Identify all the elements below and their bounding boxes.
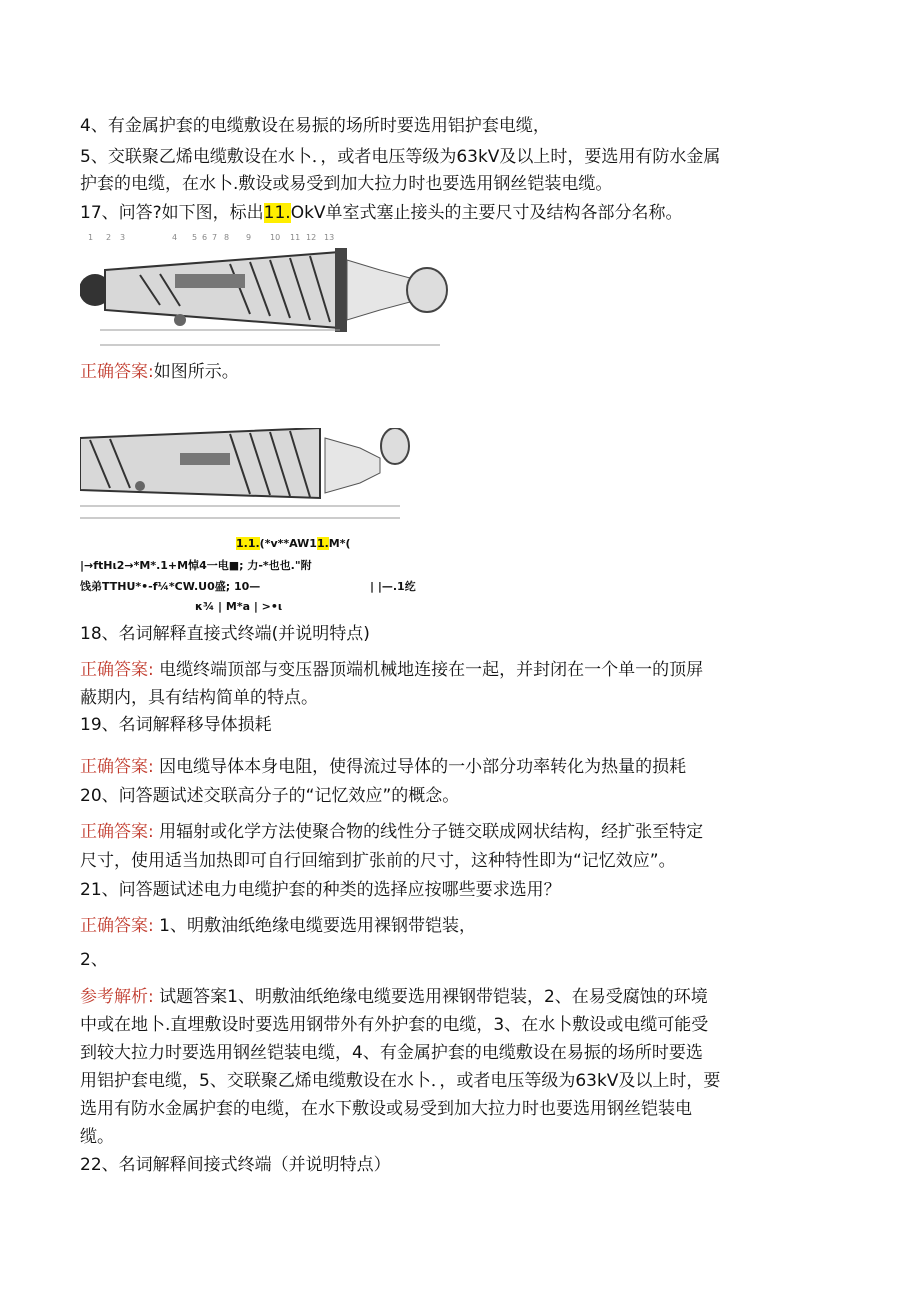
fig-label: 6 xyxy=(202,233,208,242)
figure-caption: |→ftHι2→*M*.1+M悼4一电■; 力-*也也."附 xyxy=(80,559,312,572)
answer-20-cont: 尺寸，使用适当加热即可自行回缩到扩张前的尺寸，这种特性即为“记忆效应”。 xyxy=(80,851,676,871)
fig-label: 2 xyxy=(106,233,112,242)
question-18: 18、名词解释直接式终端(并说明特点) xyxy=(80,624,370,644)
question-22: 22、名词解释间接式终端（并说明特点） xyxy=(80,1155,391,1175)
fig-label: 13 xyxy=(324,233,335,242)
answer-19: 正确答案: 因电缆导体本身电阻，使得流过导体的一小部分功率转化为热量的损耗 xyxy=(80,757,687,777)
question-17: 17、问答?如下图，标出11.OkV单室式塞止接头的主要尺寸及结构各部分名称。 xyxy=(80,203,683,223)
figure-caption: κ¾ | M*a | >•ι xyxy=(195,600,283,613)
answer-21-cont: 2、 xyxy=(80,950,108,970)
question-20: 20、问答题试述交联高分子的“记忆效应”的概念。 xyxy=(80,786,460,806)
figure-caption: | |—.1纥 xyxy=(370,580,416,593)
question-21: 21、问答题试述电力电缆护套的种类的选择应按哪些要求选用？ xyxy=(80,880,561,900)
text-line: 5、交联聚乙烯电缆敷设在水卜．，或者电压等级为63kV及以上时，要选用有防水金属 xyxy=(80,147,721,167)
answer-21: 正确答案: 1、明敷油纸绝缘电缆要选用裸钢带铠装， xyxy=(80,916,476,936)
joint-diagram-1 xyxy=(80,230,460,360)
figure-caption: 1.1.(*v**AW11.M*( xyxy=(236,537,351,550)
question-19: 19、名词解释移导体损耗 xyxy=(80,715,272,735)
fig-label: 10 xyxy=(270,233,281,242)
figure-caption: 饯弟TTHU*•-f¼*CW.U0盛; 10— xyxy=(80,580,261,593)
text-line: 4、有金属护套的电缆敷设在易振的场所时要选用铝护套电缆， xyxy=(80,116,550,136)
joint-diagram-2 xyxy=(80,428,410,523)
reference-line: 缆。 xyxy=(80,1127,114,1147)
reference-line: 选用有防水金属护套的电缆，在水下敷设或易受到加大拉力时也要选用钢丝铠装电 xyxy=(80,1099,692,1119)
reference-line: 中或在地卜.直埋敷设时要选用钢带外有外护套的电缆，3、在水卜敷设或电缆可能受 xyxy=(80,1015,709,1035)
fig-label: 12 xyxy=(306,233,317,242)
reference-line: 到较大拉力时要选用钢丝铠装电缆，4、有金属护套的电缆敷设在易振的场所时要选 xyxy=(80,1043,703,1063)
answer-18: 正确答案: 电缆终端顶部与变压器顶端机械地连接在一起，并封闭在一个单一的顶屏 xyxy=(80,660,704,680)
fig-label: 4 xyxy=(172,233,178,242)
reference-analysis: 参考解析: 试题答案1、明敷油纸绝缘电缆要选用裸钢带铠装，2、在易受腐蚀的环境 xyxy=(80,987,708,1007)
fig-label: 8 xyxy=(224,233,230,242)
reference-line: 用铝护套电缆，5、交联聚乙烯电缆敷设在水卜．，或者电压等级为63kV及以上时，要 xyxy=(80,1071,721,1091)
fig-label: 1 xyxy=(88,233,94,242)
answer-18-cont: 蔽期内，具有结构简单的特点。 xyxy=(80,688,318,708)
fig-label: 9 xyxy=(246,233,252,242)
answer-17: 正确答案:如图所示。 xyxy=(80,362,239,382)
fig-label: 11 xyxy=(290,233,301,242)
text-line: 护套的电缆，在水卜.敷设或易受到加大拉力时也要选用钢丝铠装电缆。 xyxy=(80,174,613,194)
fig-label: 3 xyxy=(120,233,126,242)
fig-label: 7 xyxy=(212,233,218,242)
fig-label: 5 xyxy=(192,233,198,242)
answer-20: 正确答案: 用辐射或化学方法使聚合物的线性分子链交联成网状结构，经扩张至特定 xyxy=(80,822,704,842)
